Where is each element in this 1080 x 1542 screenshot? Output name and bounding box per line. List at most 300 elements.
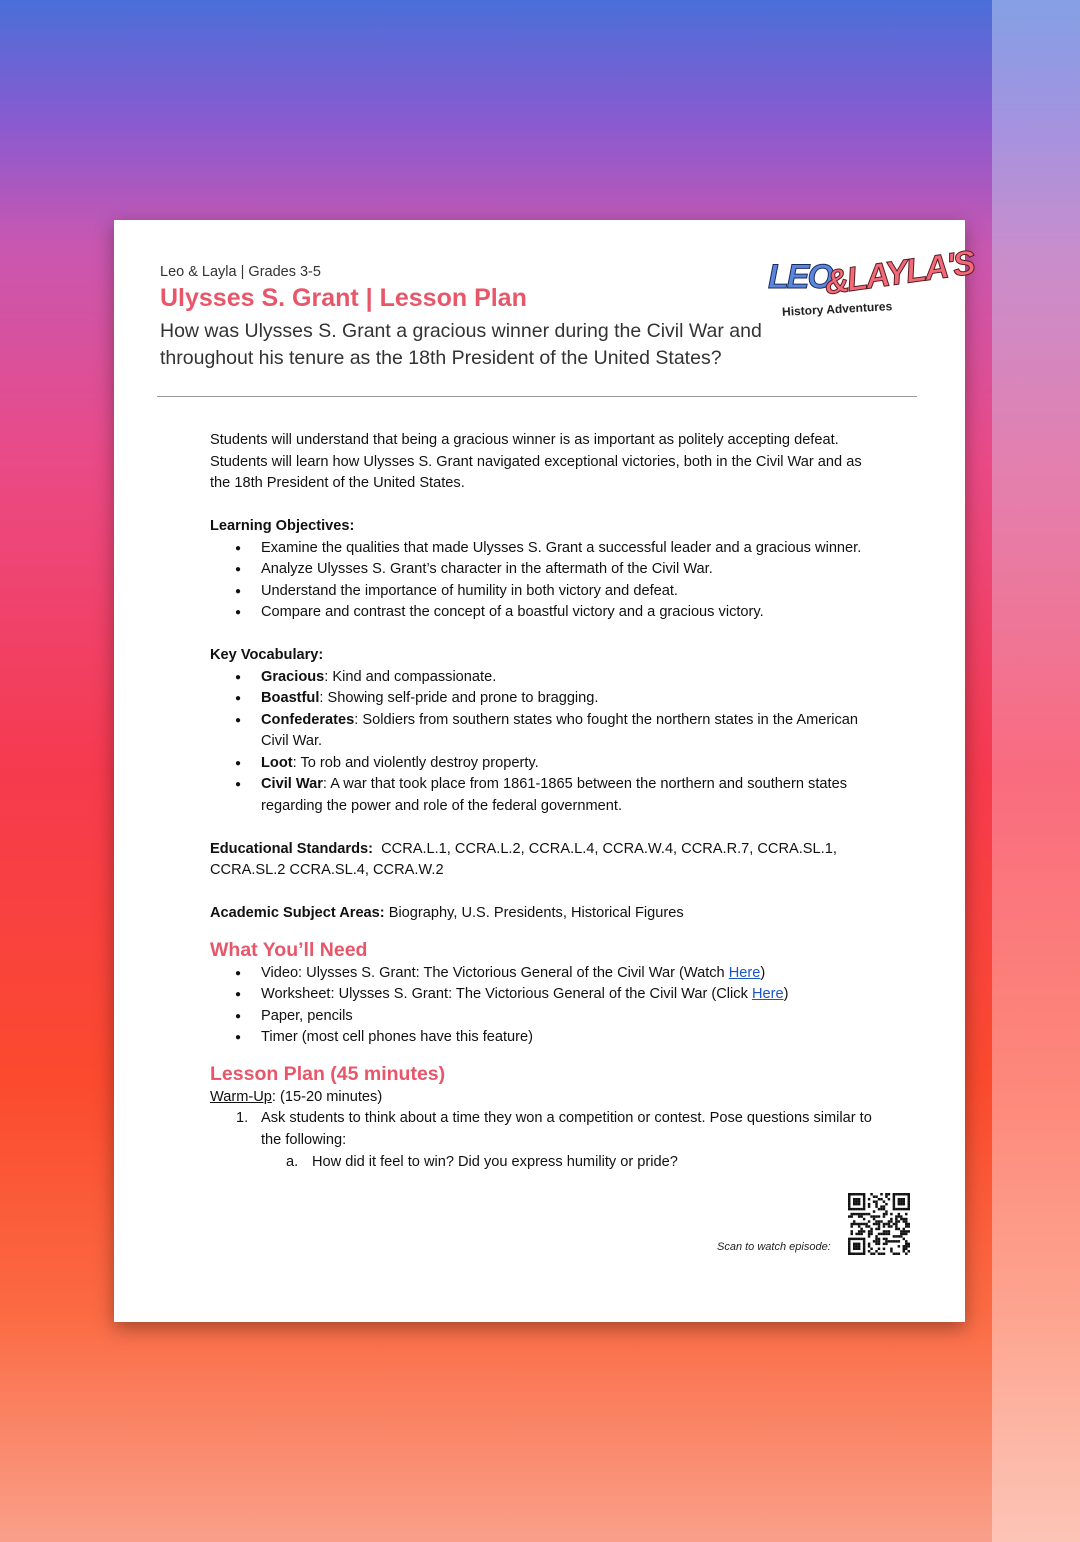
qr-module bbox=[883, 1248, 885, 1250]
qr-module bbox=[888, 1225, 890, 1227]
qr-module bbox=[860, 1208, 862, 1210]
qr-module bbox=[848, 1193, 850, 1195]
qr-module bbox=[873, 1200, 875, 1202]
qr-module bbox=[885, 1193, 887, 1195]
qr-module bbox=[895, 1193, 897, 1195]
qr-module bbox=[900, 1215, 902, 1217]
list-item: ● Paper, pencils bbox=[210, 1006, 880, 1028]
qr-module bbox=[853, 1238, 855, 1240]
qr-module bbox=[863, 1218, 865, 1220]
qr-module bbox=[855, 1248, 857, 1250]
qr-module bbox=[850, 1213, 852, 1215]
qr-module bbox=[875, 1200, 877, 1202]
qr-module bbox=[890, 1225, 892, 1227]
qr-module bbox=[893, 1253, 895, 1255]
qr-module bbox=[848, 1203, 850, 1205]
qr-module bbox=[893, 1200, 895, 1202]
qr-module bbox=[903, 1220, 905, 1222]
logo-tagline: History Adventures bbox=[781, 299, 893, 319]
page-title: Ulysses S. Grant | Lesson Plan bbox=[160, 284, 527, 312]
qr-module bbox=[893, 1195, 895, 1197]
qr-module bbox=[855, 1243, 857, 1245]
lesson-heading: Lesson Plan (45 minutes) bbox=[210, 1062, 446, 1085]
qr-module bbox=[855, 1213, 857, 1215]
qr-module bbox=[853, 1208, 855, 1210]
qr-module bbox=[903, 1250, 905, 1252]
qr-module bbox=[870, 1193, 872, 1195]
qr-module bbox=[883, 1243, 885, 1245]
qr-module bbox=[868, 1225, 870, 1227]
qr-module bbox=[888, 1230, 890, 1232]
qr-module bbox=[848, 1208, 850, 1210]
need-heading: What You’ll Need bbox=[210, 938, 368, 961]
list-item bbox=[210, 688, 880, 710]
qr-module bbox=[895, 1223, 897, 1225]
qr-module bbox=[850, 1215, 852, 1217]
qr-module bbox=[890, 1250, 892, 1252]
qr-module bbox=[908, 1243, 910, 1245]
qr-module bbox=[863, 1240, 865, 1242]
qr-module bbox=[878, 1208, 880, 1210]
qr-module bbox=[875, 1223, 877, 1225]
qr-module bbox=[875, 1238, 877, 1240]
vocab-def: : Kind and compassionate. bbox=[324, 668, 497, 685]
step-item bbox=[210, 1108, 880, 1151]
qr-module bbox=[908, 1223, 910, 1225]
qr-module bbox=[883, 1200, 885, 1202]
qr-module bbox=[898, 1253, 900, 1255]
qr-module bbox=[903, 1230, 905, 1232]
qr-module bbox=[850, 1193, 852, 1195]
document-body bbox=[210, 430, 880, 1174]
vocab-term: Civil War bbox=[261, 776, 323, 792]
qr-module bbox=[890, 1213, 892, 1215]
qr-module bbox=[855, 1193, 857, 1195]
qr-module bbox=[888, 1240, 890, 1242]
qr-module bbox=[908, 1203, 910, 1205]
worksheet-link[interactable]: Here bbox=[751, 986, 784, 1002]
qr-module bbox=[903, 1228, 905, 1230]
qr-module bbox=[858, 1203, 860, 1205]
vocab-def: : To rob and violently destroy property. bbox=[292, 754, 539, 771]
qr-module bbox=[893, 1193, 895, 1195]
qr-module bbox=[885, 1238, 887, 1240]
qr-module bbox=[878, 1228, 880, 1230]
qr-module bbox=[898, 1213, 900, 1215]
qr-module bbox=[898, 1200, 900, 1202]
qr-module bbox=[905, 1243, 907, 1245]
document-page bbox=[114, 220, 976, 1322]
qr-module bbox=[848, 1198, 850, 1200]
qr-module bbox=[863, 1248, 865, 1250]
qr-module bbox=[898, 1228, 900, 1230]
qr-module bbox=[858, 1230, 860, 1232]
vocabulary-heading: Key Vocabulary: bbox=[210, 647, 324, 663]
qr-module bbox=[853, 1253, 855, 1255]
qr-module bbox=[888, 1198, 890, 1200]
substep-item bbox=[210, 1152, 880, 1174]
list-item: ● Timer (most cell phones have this feature) bbox=[210, 1027, 880, 1049]
qr-module bbox=[878, 1223, 880, 1225]
qr-module bbox=[878, 1233, 880, 1235]
qr-module bbox=[863, 1195, 865, 1197]
qr-module bbox=[860, 1230, 862, 1232]
qr-module bbox=[863, 1203, 865, 1205]
qr-module bbox=[878, 1253, 880, 1255]
substep-letter: a. bbox=[286, 1154, 299, 1170]
qr-module bbox=[885, 1223, 887, 1225]
background-stripe bbox=[992, 0, 1080, 1542]
qr-module bbox=[873, 1223, 875, 1225]
qr-module bbox=[858, 1238, 860, 1240]
qr-module bbox=[863, 1200, 865, 1202]
qr-module bbox=[900, 1235, 902, 1237]
qr-module bbox=[863, 1230, 865, 1232]
qr-module bbox=[853, 1200, 855, 1202]
qr-module bbox=[903, 1203, 905, 1205]
qr-module bbox=[863, 1208, 865, 1210]
qr-module bbox=[858, 1213, 860, 1215]
substep-text: How did it feel to win? Did you express humility or pride? bbox=[312, 1154, 678, 1170]
qr-module bbox=[858, 1225, 860, 1227]
qr-module bbox=[868, 1220, 870, 1222]
qr-module bbox=[880, 1233, 882, 1235]
objectives-heading: Learning Objectives: bbox=[210, 518, 355, 534]
vocab-def: : A war that took place from 1861-1865 between the northern and southern states regarding the power and role of the federal government. bbox=[261, 776, 847, 814]
warmup-label: Warm-Up bbox=[210, 1088, 272, 1105]
qr-module bbox=[905, 1240, 907, 1242]
qr-module bbox=[888, 1220, 890, 1222]
qr-module bbox=[908, 1230, 910, 1232]
qr-module bbox=[900, 1198, 902, 1200]
qr-module bbox=[903, 1198, 905, 1200]
qr-module bbox=[908, 1225, 910, 1227]
qr-code[interactable] bbox=[848, 1193, 910, 1255]
video-link[interactable]: Here bbox=[728, 964, 761, 981]
qr-module bbox=[853, 1220, 855, 1222]
qr-module bbox=[903, 1208, 905, 1210]
qr-module bbox=[848, 1195, 850, 1197]
qr-module bbox=[853, 1193, 855, 1195]
qr-module bbox=[873, 1195, 875, 1197]
qr-module bbox=[870, 1253, 872, 1255]
vocab-term: Loot bbox=[261, 754, 293, 771]
qr-module bbox=[890, 1240, 892, 1242]
qr-module bbox=[908, 1245, 910, 1247]
list-item bbox=[210, 667, 880, 689]
vocab-term: Confederates bbox=[261, 711, 355, 728]
qr-module bbox=[883, 1208, 885, 1210]
list-item: ● Compare and contrast the concept of a boastful victory and a gracious victory. bbox=[210, 602, 880, 624]
qr-module bbox=[855, 1200, 857, 1202]
qr-module bbox=[885, 1233, 887, 1235]
list-item: ● Examine the qualities that made Ulysses S. Grant a successful leader and a gracious winner. bbox=[210, 538, 880, 560]
qr-module bbox=[858, 1208, 860, 1210]
qr-module bbox=[863, 1250, 865, 1252]
qr-module bbox=[900, 1200, 902, 1202]
qr-module bbox=[875, 1195, 877, 1197]
qr-module bbox=[865, 1213, 867, 1215]
qr-module bbox=[900, 1233, 902, 1235]
qr-module bbox=[863, 1238, 865, 1240]
qr-module bbox=[853, 1248, 855, 1250]
qr-module bbox=[858, 1245, 860, 1247]
item-text: Worksheet: Ulysses S. Grant: The Victorious General of the Civil War (Click bbox=[261, 986, 752, 1002]
qr-module bbox=[868, 1198, 870, 1200]
warmup bbox=[210, 1087, 880, 1109]
qr-module bbox=[868, 1230, 870, 1232]
qr-module bbox=[855, 1233, 857, 1235]
qr-module bbox=[905, 1248, 907, 1250]
qr-module bbox=[873, 1215, 875, 1217]
qr-module bbox=[898, 1245, 900, 1247]
subjects-value: Biography, U.S. Presidents, Historical Figures bbox=[384, 905, 684, 921]
qr-module bbox=[903, 1218, 905, 1220]
qr-module bbox=[848, 1248, 850, 1250]
qr-module bbox=[860, 1238, 862, 1240]
qr-module bbox=[875, 1205, 877, 1207]
qr-module bbox=[895, 1228, 897, 1230]
qr-module bbox=[900, 1218, 902, 1220]
qr-module bbox=[858, 1248, 860, 1250]
qr-module bbox=[855, 1238, 857, 1240]
qr-module bbox=[850, 1253, 852, 1255]
qr-module bbox=[860, 1253, 862, 1255]
essential-question: How was Ulysses S. Grant a gracious winner during the Civil War and throughout his tenure as the 18th President of the United States? bbox=[160, 320, 762, 369]
qr-module bbox=[895, 1220, 897, 1222]
qr-module bbox=[878, 1238, 880, 1240]
standards-label: Educational Standards: bbox=[210, 840, 373, 857]
series-label: Leo & Layla | Grades 3-5 bbox=[160, 264, 321, 280]
qr-module bbox=[898, 1208, 900, 1210]
qr-module bbox=[855, 1223, 857, 1225]
vocab-def: : Soldiers from southern states who fought the northern states in the American Civil War. bbox=[261, 711, 859, 749]
qr-module bbox=[900, 1230, 902, 1232]
qr-module bbox=[893, 1223, 895, 1225]
qr-module bbox=[855, 1253, 857, 1255]
qr-module bbox=[853, 1198, 855, 1200]
qr-module bbox=[860, 1223, 862, 1225]
qr-module bbox=[875, 1203, 877, 1205]
qr-module bbox=[878, 1240, 880, 1242]
qr-module bbox=[895, 1215, 897, 1217]
qr-module bbox=[890, 1248, 892, 1250]
qr-module bbox=[880, 1208, 882, 1210]
qr-module bbox=[870, 1215, 872, 1217]
qr-module bbox=[878, 1248, 880, 1250]
qr-module bbox=[895, 1240, 897, 1242]
qr-module bbox=[898, 1215, 900, 1217]
qr-module bbox=[848, 1243, 850, 1245]
qr-module bbox=[905, 1208, 907, 1210]
qr-module bbox=[883, 1213, 885, 1215]
qr-module bbox=[895, 1225, 897, 1227]
qr-module bbox=[875, 1215, 877, 1217]
qr-module bbox=[865, 1223, 867, 1225]
qr-module bbox=[898, 1240, 900, 1242]
qr-module bbox=[908, 1195, 910, 1197]
qr-module bbox=[903, 1245, 905, 1247]
qr-module bbox=[868, 1250, 870, 1252]
qr-module bbox=[855, 1198, 857, 1200]
qr-module bbox=[898, 1198, 900, 1200]
qr-module bbox=[893, 1208, 895, 1210]
qr-module bbox=[870, 1230, 872, 1232]
qr-module bbox=[905, 1223, 907, 1225]
qr-module bbox=[858, 1253, 860, 1255]
qr-module bbox=[883, 1223, 885, 1225]
qr-module bbox=[860, 1233, 862, 1235]
qr-module bbox=[898, 1220, 900, 1222]
subject-areas bbox=[210, 903, 880, 925]
qr-module bbox=[858, 1200, 860, 1202]
qr-module bbox=[888, 1233, 890, 1235]
list-item bbox=[210, 984, 880, 1006]
qr-module bbox=[900, 1203, 902, 1205]
qr-module bbox=[883, 1225, 885, 1227]
qr-module bbox=[893, 1205, 895, 1207]
qr-module bbox=[855, 1203, 857, 1205]
qr-module bbox=[880, 1220, 882, 1222]
qr-module bbox=[848, 1215, 850, 1217]
list-item bbox=[210, 710, 880, 753]
qr-module bbox=[858, 1215, 860, 1217]
qr-module bbox=[893, 1198, 895, 1200]
objectives-list bbox=[210, 538, 880, 624]
standards-value: CCRA.L.1, CCRA.L.2, CCRA.L.4, CCRA.W.4, CCRA.R.7, CCRA.SL.1, CCRA.SL.2 CCRA.SL.4, CCRA.W.2 bbox=[210, 840, 841, 878]
step-number: 1. bbox=[236, 1110, 249, 1126]
qr-module bbox=[880, 1198, 882, 1200]
qr-module bbox=[853, 1203, 855, 1205]
qr-module bbox=[908, 1200, 910, 1202]
qr-module bbox=[908, 1205, 910, 1207]
qr-module bbox=[900, 1193, 902, 1195]
qr-module bbox=[895, 1253, 897, 1255]
qr-module bbox=[860, 1215, 862, 1217]
qr-module bbox=[848, 1240, 850, 1242]
qr-module bbox=[898, 1203, 900, 1205]
qr-module bbox=[893, 1240, 895, 1242]
qr-module bbox=[905, 1193, 907, 1195]
item-text: Video: Ulysses S. Grant: The Victorious General of the Civil War (Watch bbox=[261, 964, 729, 981]
qr-module bbox=[898, 1235, 900, 1237]
qr-module bbox=[850, 1225, 852, 1227]
qr-module bbox=[848, 1245, 850, 1247]
qr-module bbox=[868, 1203, 870, 1205]
qr-module bbox=[883, 1238, 885, 1240]
qr-module bbox=[850, 1230, 852, 1232]
qr-module bbox=[850, 1238, 852, 1240]
qr-module bbox=[885, 1195, 887, 1197]
qr-module bbox=[863, 1198, 865, 1200]
qr-module bbox=[905, 1245, 907, 1247]
qr-module bbox=[863, 1205, 865, 1207]
qr-module bbox=[853, 1245, 855, 1247]
vocab-term: Boastful bbox=[261, 690, 320, 706]
qr-module bbox=[900, 1208, 902, 1210]
qr-module bbox=[848, 1200, 850, 1202]
qr-module bbox=[848, 1253, 850, 1255]
qr-module bbox=[905, 1230, 907, 1232]
qr-module bbox=[868, 1213, 870, 1215]
vocabulary-list bbox=[210, 667, 880, 818]
qr-module bbox=[885, 1210, 887, 1212]
qr-module bbox=[885, 1240, 887, 1242]
qr-module bbox=[883, 1253, 885, 1255]
qr-module bbox=[858, 1243, 860, 1245]
list-item: ● Understand the importance of humility in both victory and defeat. bbox=[210, 581, 880, 603]
qr-module bbox=[880, 1253, 882, 1255]
qr-module bbox=[875, 1243, 877, 1245]
qr-module bbox=[860, 1213, 862, 1215]
qr-module bbox=[873, 1253, 875, 1255]
qr-module bbox=[853, 1223, 855, 1225]
step-text: Ask students to think about a time they won a competition or contest. Pose questions similar to the following: bbox=[261, 1110, 872, 1148]
qr-module bbox=[863, 1223, 865, 1225]
item-end: ) bbox=[760, 964, 766, 981]
intro-paragraph: Students will understand that being a gracious winner is as important as politely accepting defeat. Students will learn how Ulysses S. Grant navigated exceptional victories, both in the Civil War and as the 18th President of the United States. bbox=[210, 432, 862, 491]
qr-module bbox=[870, 1228, 872, 1230]
qr-module bbox=[905, 1225, 907, 1227]
qr-module bbox=[875, 1250, 877, 1252]
qr-module bbox=[868, 1245, 870, 1247]
qr-module bbox=[855, 1245, 857, 1247]
qr-module bbox=[895, 1235, 897, 1237]
leo-layla-logo bbox=[766, 243, 976, 324]
list-item: ● Analyze Ulysses S. Grant’s character in the aftermath of the Civil War. bbox=[210, 559, 880, 581]
qr-module bbox=[905, 1218, 907, 1220]
qr-module bbox=[853, 1213, 855, 1215]
qr-module bbox=[860, 1228, 862, 1230]
list-item bbox=[210, 774, 880, 817]
qr-module bbox=[868, 1235, 870, 1237]
qr-module bbox=[863, 1213, 865, 1215]
vocab-term: Gracious bbox=[261, 668, 325, 685]
vocab-def: : Showing self-pride and prone to bragging. bbox=[319, 690, 599, 706]
qr-module bbox=[863, 1243, 865, 1245]
qr-module bbox=[870, 1233, 872, 1235]
qr-module bbox=[908, 1193, 910, 1195]
qr-module bbox=[903, 1248, 905, 1250]
qr-module bbox=[858, 1233, 860, 1235]
qr-module bbox=[895, 1218, 897, 1220]
qr-module bbox=[888, 1193, 890, 1195]
qr-module bbox=[883, 1205, 885, 1207]
qr-module bbox=[858, 1193, 860, 1195]
qr-module bbox=[858, 1223, 860, 1225]
standards bbox=[210, 839, 880, 882]
qr-module bbox=[870, 1248, 872, 1250]
qr-module bbox=[878, 1198, 880, 1200]
need-list bbox=[210, 963, 880, 1049]
divider bbox=[157, 396, 917, 397]
qr-module bbox=[880, 1193, 882, 1195]
qr-module bbox=[883, 1215, 885, 1217]
qr-module bbox=[893, 1235, 895, 1237]
qr-module bbox=[853, 1243, 855, 1245]
qr-module bbox=[903, 1238, 905, 1240]
qr-module bbox=[878, 1215, 880, 1217]
qr-module bbox=[890, 1220, 892, 1222]
qr-module bbox=[880, 1205, 882, 1207]
qr-module bbox=[868, 1205, 870, 1207]
list-item bbox=[210, 753, 880, 775]
qr-module bbox=[875, 1235, 877, 1237]
qr-module bbox=[893, 1203, 895, 1205]
subjects-label: Academic Subject Areas: bbox=[210, 905, 385, 921]
logo-layla: &LAYLA'S bbox=[822, 243, 976, 303]
qr-module bbox=[905, 1233, 907, 1235]
